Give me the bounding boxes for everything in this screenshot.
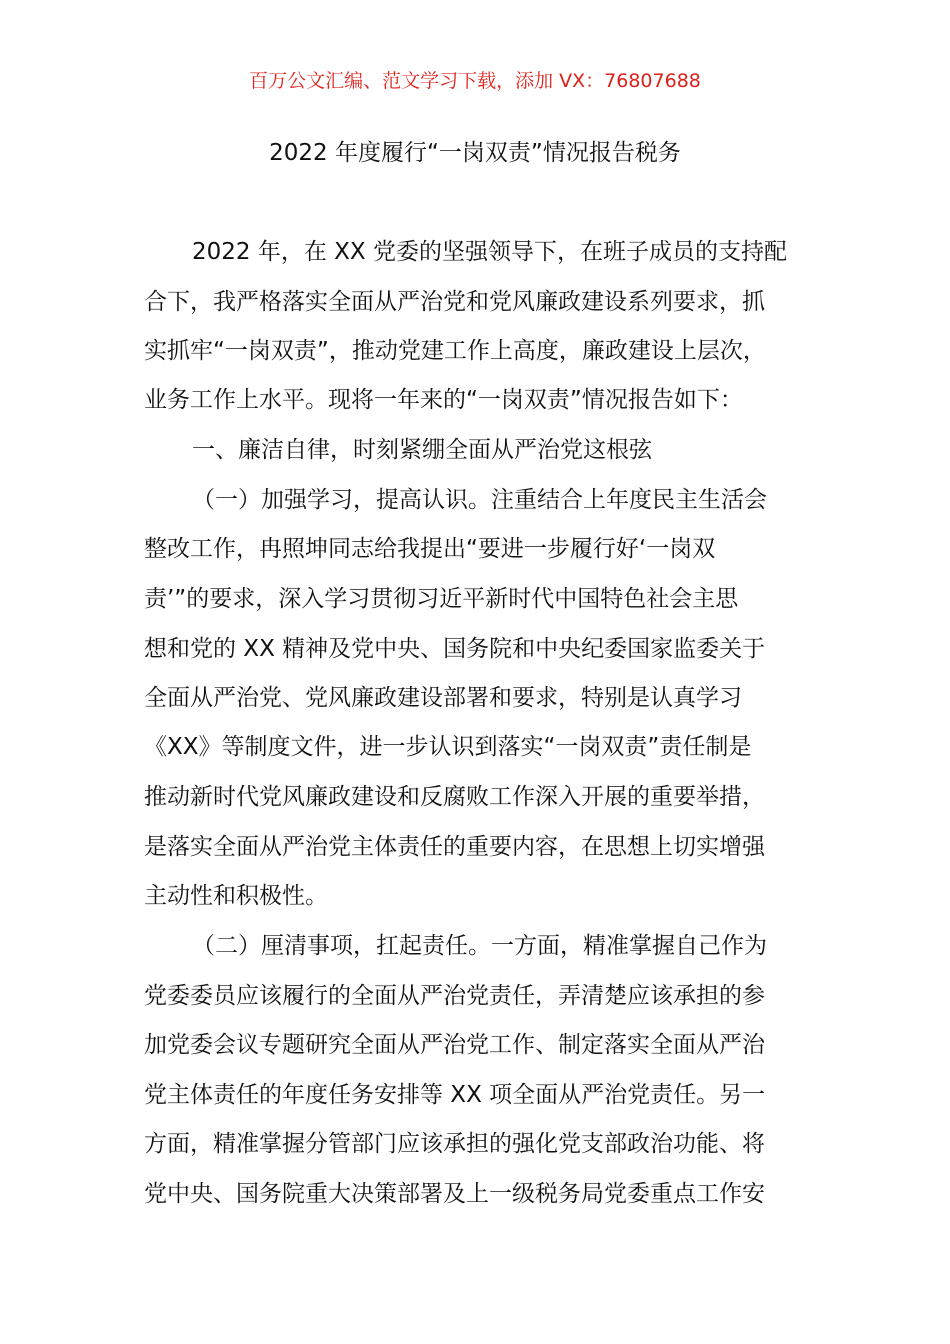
paragraph-line: 全面从严治党、党风廉政建设部署和要求，特别是认真学习	[144, 685, 742, 711]
paragraph-line: 党主体责任的年度任务安排等 XX 项全面从严治党责任。另一	[144, 1082, 766, 1108]
paragraph-line: 推动新时代党风廉政建设和反腐败工作深入开展的重要举措，	[144, 784, 765, 810]
paragraph-line: （二）厘清事项，扛起责任。一方面，精准掌握自己作为	[192, 933, 767, 959]
paragraph-line: 合下，我严格落实全面从严治党和党风廉政建设系列要求，抓	[144, 289, 765, 315]
paragraph-line: 主动性和积极性。	[144, 883, 328, 909]
header-note: 百万公文汇编、范文学习下载，添加 VX：76807688	[249, 70, 701, 92]
paragraph-line: 实抓牢“一岗双责”，推动党建工作上高度，廉政建设上层次，	[144, 338, 766, 364]
paragraph-line: 业务工作上水平。现将一年来的“一岗双责”情况报告如下：	[144, 387, 743, 413]
paragraph-line: 《XX》等制度文件，进一步认识到落实“一岗双责”责任制是	[144, 734, 752, 760]
paragraph-line: 党中央、国务院重大决策部署及上一级税务局党委重点工作安	[144, 1181, 765, 1207]
paragraph-line: 想和党的 XX 精神及党中央、国务院和中央纪委国家监委关于	[144, 636, 766, 662]
paragraph-line: 是落实全面从严治党主体责任的重要内容，在思想上切实增强	[144, 834, 765, 860]
document-title: 2022 年度履行“一岗双责”情况报告税务	[269, 140, 681, 166]
paragraph-line: 方面，精准掌握分管部门应该承担的强化党支部政治功能、将	[144, 1131, 765, 1157]
paragraph-line: 整改工作，冉照坤同志给我提出“要进一步履行好‘一岗双	[144, 536, 716, 562]
paragraph-line: 党委委员应该履行的全面从严治党责任，弄清楚应该承担的参	[144, 983, 765, 1009]
paragraph-line: 责’”的要求，深入学习贯彻习近平新时代中国特色社会主思	[144, 586, 739, 612]
paragraph-line: 加党委会议专题研究全面从严治党工作、制定落实全面从严治	[144, 1032, 765, 1058]
section-heading: 一、廉洁自律，时刻紧绷全面从严治党这根弦	[192, 437, 652, 463]
paragraph-line: （一）加强学习，提高认识。注重结合上年度民主生活会	[192, 487, 767, 513]
paragraph-line: 2022 年，在 XX 党委的坚强领导下，在班子成员的支持配	[192, 239, 787, 265]
